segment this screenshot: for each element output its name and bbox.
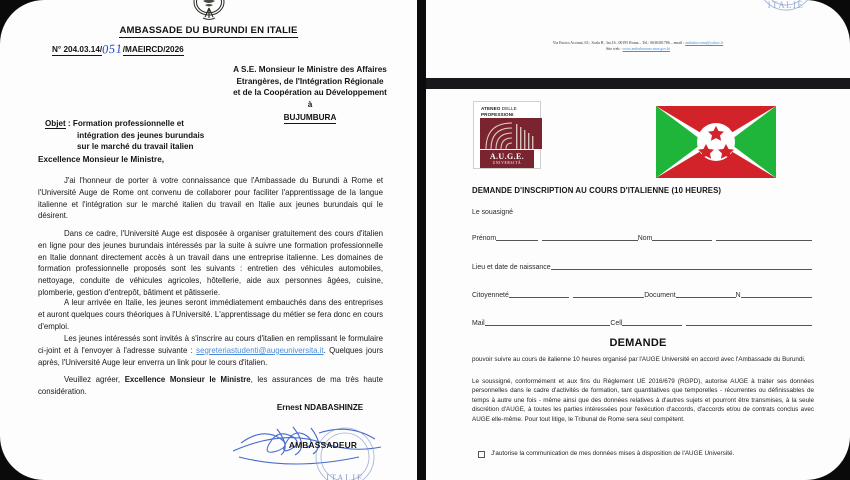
right-document-page bbox=[426, 0, 850, 480]
paragraph-5-before: Veuillez agréer, bbox=[64, 375, 125, 384]
field-label-mail: Mail bbox=[472, 320, 485, 327]
field-input-citoyennete-b[interactable] bbox=[573, 290, 644, 298]
field-input-citoyennete-a[interactable] bbox=[509, 290, 569, 298]
reference-suffix: /MAEIRCD/2026 bbox=[122, 45, 184, 54]
auge-universita-text: UNIVERSITÀ bbox=[492, 161, 522, 166]
subject-line-3: sur le marché du travail italien bbox=[77, 142, 194, 152]
header-title-text: AMBASSADE DU BURUNDI EN ITALIE bbox=[119, 25, 298, 36]
footer-site-link[interactable]: www.ambaburome.mae.gov.bi bbox=[622, 47, 670, 52]
paragraph-4-before: Les jeunes intéressés sont invités à s'inscrire au cours d'italien en remplissant le formulaire ci-joint et à l'envoyer à l'adresse suivante : bbox=[38, 334, 383, 355]
subject-separator: : bbox=[65, 119, 73, 128]
body-paragraph-2 bbox=[38, 228, 383, 308]
footer-site-label: Site web : bbox=[605, 47, 623, 52]
demande-paragraph-2: Le soussigné, conformément et aux fins du Règlement UE 2016/679 (RGPD), autorise AUGE à traiter ses données personnelles dans le cadre d'activités de formation, tant quantitatives que temporelles - récurrentes ou définissables de temps à autre une fois - même ainsi que des données relatives à d'autres sujets et pourront être transmises, à la seule discrétion d'AUGE, à toutes les parties intéressées pour l'exécution d'accords, d'accords et/ou de contrats conclus avec AUGE elle-même. Pour tout litige, le Tribunal de Rome sera seul compétent. bbox=[472, 378, 814, 423]
form-row-name bbox=[472, 233, 812, 242]
body-paragraph-1 bbox=[38, 175, 383, 231]
field-label-citoyennete: Citoyenneté bbox=[472, 292, 509, 299]
field-label-lieu-date-naissance: Lieu et date de naissance bbox=[472, 264, 551, 271]
form-row-contact bbox=[472, 318, 812, 327]
addressee-line-2: Etrangères, de l'Intégration Régionale bbox=[236, 76, 384, 86]
demande-heading: DEMANDE bbox=[609, 337, 667, 349]
field-input-numero[interactable] bbox=[741, 290, 812, 298]
page-divider bbox=[417, 0, 426, 480]
auge-university-logo bbox=[473, 101, 541, 169]
consent-checkbox[interactable] bbox=[478, 451, 485, 458]
paragraph-5-bold: Excellence Monsieur le Ministre bbox=[124, 375, 251, 384]
addressee-block bbox=[210, 64, 410, 124]
stamp-italie-text: ITALIE bbox=[326, 473, 364, 480]
field-label-numero: N bbox=[735, 292, 741, 299]
form-title: DEMANDE D'INSCRIPTION AU COURS D'ITALIENNE (10 HEURES) bbox=[472, 186, 722, 195]
paragraph-3-text: A leur arrivée en Italie, les jeunes seront immédiatement embauchés dans des entreprises et auront quelques cours théoriques à l'Université. L'apprentissage du métier se fera donc en cours d'emploi. bbox=[38, 298, 383, 331]
addressee-line-4: à bbox=[307, 99, 313, 109]
page-separator-bar bbox=[426, 78, 850, 89]
auge-delle-text: DELLE bbox=[500, 106, 517, 111]
page-title bbox=[0, 25, 417, 36]
subject-label: Objet bbox=[45, 119, 66, 128]
contact-email-link[interactable]: segreteriastudenti@augeuniversita.it bbox=[196, 345, 324, 355]
field-input-prenom-b[interactable] bbox=[542, 233, 638, 241]
subject-line-2: intégration des jeunes burundais bbox=[77, 130, 205, 140]
field-input-nom-b[interactable] bbox=[716, 233, 812, 241]
field-label-prenom: Prénom bbox=[472, 235, 497, 242]
field-input-mail[interactable] bbox=[485, 318, 611, 326]
paragraph-2-text: Dans ce cadre, l'Université Auge est disposée à organiser gratuitement des cours d'italien en ligne pour des jeunes burundais intéressés par la suite à suivre une formation professionnelle en Italie donnant directement accès à un travail dans une entreprise italienne. Les domaines de formation professionnelle proposés sont les suivants : entretien des véhicules automobiles, nettoyage, conduite de véhicules agricoles, hôtellerie, aide aux personnes âgées, cuisine, plomberie, gestion d'entrepôt, bâtiment et pâtisserie. bbox=[38, 229, 383, 297]
addressee-city: BUJUMBURA bbox=[284, 112, 337, 125]
undersigned-label: Le souasigné bbox=[472, 209, 513, 216]
addressee-line-3: et de la Coopération au Développement bbox=[233, 88, 387, 98]
demande-paragraph-1: pouvoir suivre au cours de italienne 10 heures organisé par l'AUGE Université en accord avec l'Ambassade du Burundi. bbox=[472, 356, 806, 363]
paragraph-1-text: J'ai l'honneur de porter à votre connaissance que l'Ambassade du Burundi à Rome et l'Université Auge de Rome ont convenu de collaborer pour faciliter l'apprentissage de la langue italienne et l'intégration sur le marché italien du travail en Italie aux jeunes burundais qui le désirent. bbox=[38, 176, 383, 221]
embassy-footer-address bbox=[426, 40, 850, 52]
body-paragraph-4 bbox=[38, 333, 383, 377]
body-paragraph-5 bbox=[38, 374, 383, 407]
field-label-cell: Cell bbox=[610, 320, 623, 327]
field-input-cell-b[interactable] bbox=[686, 318, 812, 326]
signer-name: Ernest NDABASHINZE bbox=[276, 403, 364, 412]
field-input-document[interactable] bbox=[676, 290, 736, 298]
auge-arcs-icon bbox=[480, 118, 542, 149]
signer-title: AMBASSADEUR bbox=[288, 440, 358, 450]
stamp-fragment bbox=[756, 0, 832, 26]
form-row-birth bbox=[472, 262, 812, 271]
auge-logo-top-text bbox=[477, 105, 537, 117]
reference-prefix: N° 204.03.14/ bbox=[52, 45, 103, 54]
footer-address-text: Via Enrico Accinni, 63 ; Scala B , Int.16 , 00195 Roma – Tel.: 0636381786 – email : bbox=[552, 41, 686, 45]
salutation: Excellence Monsieur le Ministre, bbox=[38, 155, 165, 164]
form-row-citizenship bbox=[472, 290, 812, 299]
footer-email-link[interactable]: ambabu.roma@yahoo.fr bbox=[685, 41, 724, 45]
paragraph-5-after: , les assurances de ma très haute considération. bbox=[38, 375, 383, 396]
auge-logo-graphic bbox=[480, 118, 534, 149]
field-label-document: Document bbox=[644, 292, 676, 299]
field-input-nom-a[interactable] bbox=[652, 233, 712, 241]
field-input-prenom-a[interactable] bbox=[496, 233, 538, 241]
field-label-nom: Nom bbox=[637, 235, 653, 242]
footer-line-2 bbox=[426, 46, 850, 52]
burundi-coat-of-arms-icon bbox=[183, 0, 235, 28]
auge-acronym-text: A.U.G.E. bbox=[489, 152, 525, 162]
reference-handwritten-number: 051 bbox=[101, 41, 124, 57]
consent-label: J'autorise la communication de mes données mises à disposition de l'AUGE Université. bbox=[491, 450, 735, 457]
auge-ateneo-text: ATENEO bbox=[481, 106, 501, 111]
stamp-fragment-text: ITALIE bbox=[767, 0, 805, 10]
paragraph-4-text bbox=[38, 333, 383, 368]
left-document-page bbox=[0, 0, 417, 480]
auge-professioni-text: PROFESSIONI bbox=[481, 111, 514, 117]
addressee-line-1: A S.E. Monsieur le Ministre des Affaires bbox=[233, 65, 387, 74]
paragraph-4-after: . Quelques jours après, l'Université Auge leur enverra un link pour le cours d'italien. bbox=[38, 345, 383, 367]
subject-line-1: Formation professionnelle et bbox=[72, 119, 184, 128]
field-input-cell-a[interactable] bbox=[622, 318, 682, 326]
auge-logo-name-block bbox=[480, 150, 534, 168]
field-input-lieu-date-naissance[interactable] bbox=[551, 262, 812, 270]
burundi-flag-icon bbox=[656, 106, 776, 178]
consent-row[interactable] bbox=[478, 450, 818, 458]
subject-block bbox=[45, 118, 295, 153]
paragraph-5-text bbox=[38, 374, 383, 398]
reference-line bbox=[52, 41, 184, 56]
